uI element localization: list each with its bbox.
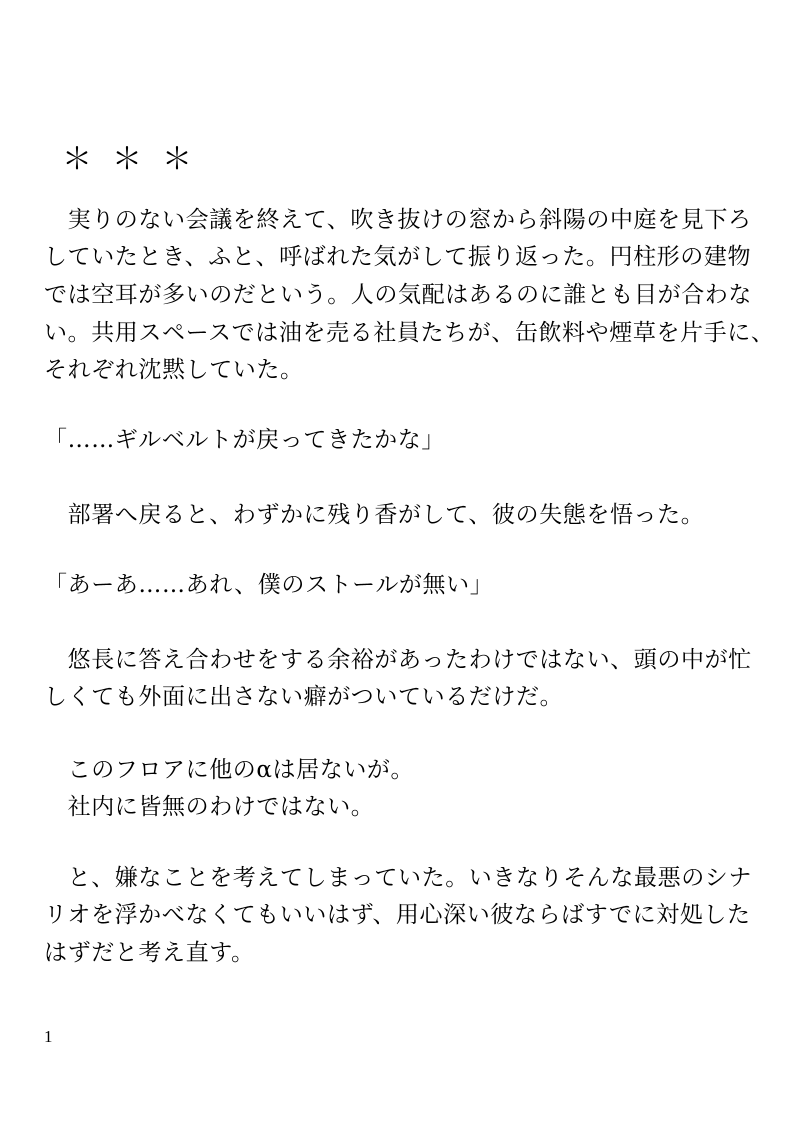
- text-line: では空耳が多いのだという。人の気配はあるのに誰とも目が合わな: [44, 282, 752, 308]
- text-line: リオを浮かべなくてもいいはず、用心深い彼ならばすでに対処した: [44, 902, 751, 928]
- page-number: 1: [44, 1027, 53, 1046]
- text-line: 社内に皆無のわけではない。: [44, 794, 375, 820]
- text-line: それぞれ沈黙していた。: [44, 357, 304, 383]
- text-line: はずだと考え直す。: [44, 940, 255, 966]
- section-separator: ＊＊＊: [62, 142, 212, 177]
- text-line: このフロアに他のαは居ないが。: [44, 757, 415, 783]
- dialogue-line: 「……ギルベルトが戻ってきたかな」: [44, 427, 445, 453]
- text-line: 実りのない会議を終えて、吹き抜けの窓から斜陽の中庭を見下ろ: [44, 207, 752, 233]
- text-line: していたとき、ふと、呼ばれた気がして振り返った。円柱形の建物: [44, 244, 752, 270]
- text-line: と、嫌なことを考えてしまっていた。いきなりそんな最悪のシナ: [44, 865, 752, 891]
- text-line: しくても外面に出さない癖がついているだけだ。: [44, 684, 564, 710]
- text-line: 悠長に答え合わせをする余裕があったわけではない、頭の中が忙: [44, 647, 752, 673]
- dialogue-line: 「あーあ……あれ、僕のストールが無い」: [44, 572, 494, 598]
- text-line: 部署へ戻ると、わずかに残り香がして、彼の失態を悟った。: [44, 502, 705, 528]
- text-line: い。共用スペースでは油を売る社員たちが、缶飲料や煙草を片手に、: [44, 320, 775, 346]
